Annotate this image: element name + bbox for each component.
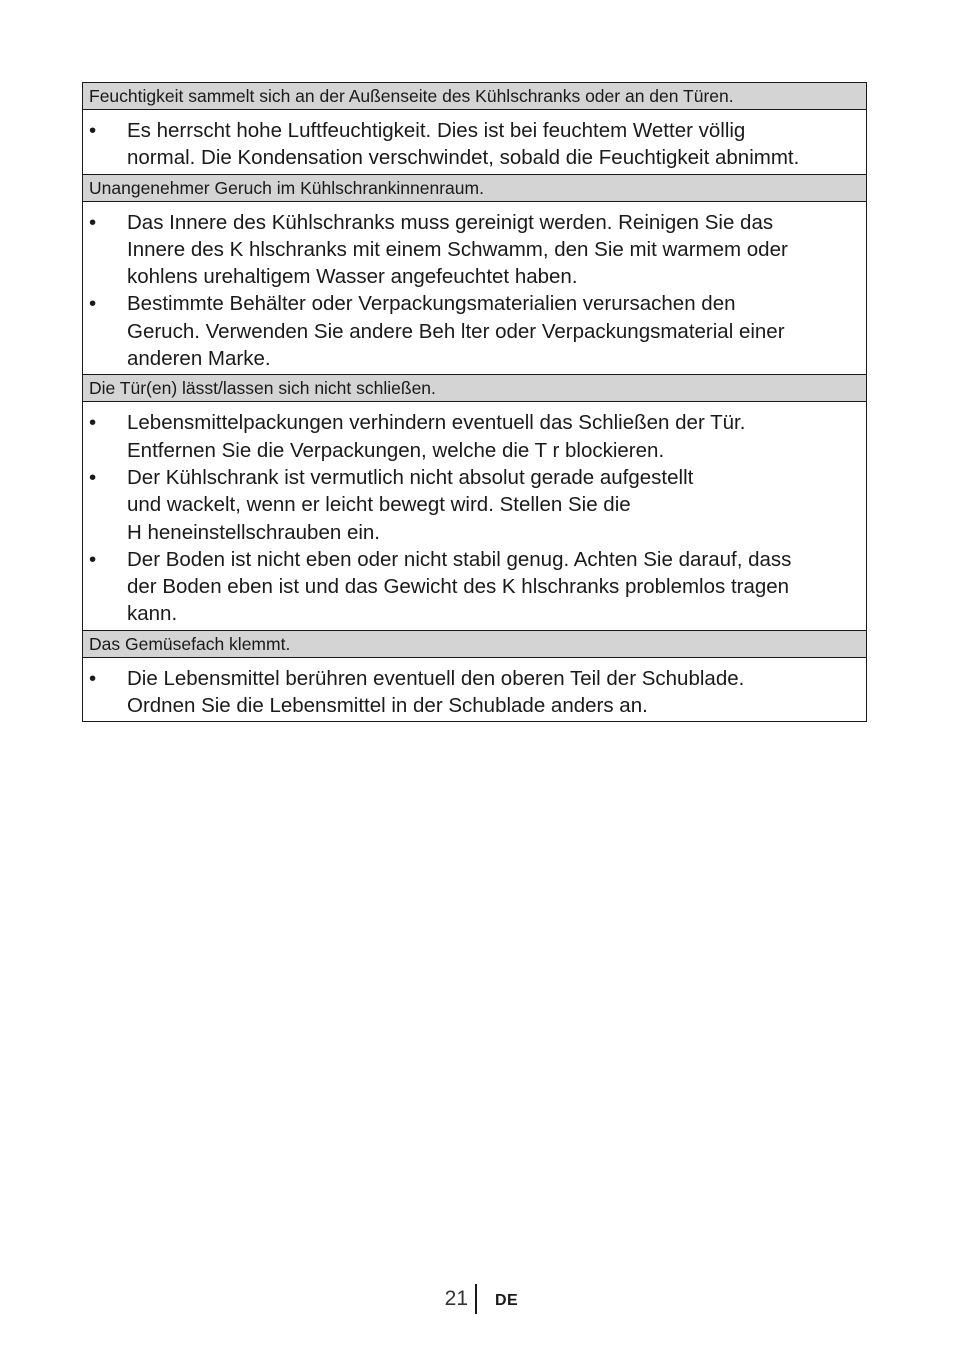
text-line: normal. Die Kondensation verschwindet, sobald die Feuchtigkeit abnimmt.: [127, 146, 800, 170]
list-item: [83, 117, 858, 172]
bullet-icon: •: [89, 465, 97, 489]
problem-header: Die Tür(en) lässt/lassen sich nicht schließen.: [83, 375, 866, 402]
problem-header: Unangenehmer Geruch im Kühlschrankinnenraum.: [83, 175, 866, 202]
problem-header: Feuchtigkeit sammelt sich an der Außenseite des Kühlschranks oder an den Türen.: [83, 83, 866, 110]
problem-header: Das Gemüsefach klemmt.: [83, 631, 866, 658]
language-code: DE: [495, 1292, 519, 1309]
bullet-icon: •: [89, 666, 97, 690]
bullet-icon: •: [89, 119, 97, 142]
list-item: [83, 546, 858, 628]
text-line: Bestimmte Behälter oder Verpackungsmaterialien verursachen den: [127, 292, 736, 316]
text-line: und wackelt, wenn er leicht bewegt wird. Stellen Sie die: [127, 493, 631, 517]
list-item: [83, 464, 858, 546]
bullet-icon: •: [89, 547, 97, 571]
list-item: [83, 665, 858, 720]
bullet-icon: •: [89, 210, 97, 234]
text-line: Ordnen Sie die Lebensmittel in der Schublade anders an.: [127, 694, 648, 718]
text-line: der Boden eben ist und das Gewicht des K hlschranks problemlos tragen: [127, 575, 790, 599]
footer-divider: [475, 1284, 477, 1314]
text-line: kann.: [127, 602, 178, 626]
text-line: kohlens urehaltigem Wasser angefeuchtet haben.: [127, 265, 578, 289]
list-item: [83, 409, 858, 464]
text-line: Entfernen Sie die Verpackungen, welche die T r blockieren.: [127, 438, 665, 462]
text-line: H heneinstellschrauben ein.: [127, 520, 380, 544]
text-line: Geruch. Verwenden Sie andere Beh lter oder Verpackungsmaterial einer: [127, 319, 785, 343]
solution-list: [83, 110, 866, 175]
text-line: Die Lebensmittel berühren eventuell den oberen Teil der Schublade.: [127, 666, 745, 690]
text-line: Es herrscht hohe Luftfeuchtigkeit. Dies ist bei feuchtem Wetter völlig: [127, 119, 746, 142]
text-line: Innere des K hlschranks mit einem Schwamm, den Sie mit warmem oder: [127, 237, 788, 261]
page-number: 21: [444, 1287, 468, 1310]
troubleshooting-table: [82, 82, 867, 722]
text-line: anderen Marke.: [127, 347, 271, 371]
bullet-icon: •: [89, 292, 97, 316]
solution-list: [83, 658, 866, 722]
list-item: [83, 290, 858, 372]
solution-list: [83, 202, 866, 376]
text-line: Der Kühlschrank ist vermutlich nicht absolut gerade aufgestellt: [127, 465, 694, 489]
bullet-icon: •: [89, 411, 97, 435]
text-line: Der Boden ist nicht eben oder nicht stabil genug. Achten Sie darauf, dass: [127, 547, 792, 571]
list-item: [83, 209, 858, 291]
solution-list: [83, 402, 866, 630]
text-line: Das Innere des Kühlschranks muss gereinigt werden. Reinigen Sie das: [127, 210, 774, 234]
text-line: Lebensmittelpackungen verhindern eventuell das Schließen der Tür.: [127, 411, 746, 435]
page-footer: [0, 1284, 954, 1314]
